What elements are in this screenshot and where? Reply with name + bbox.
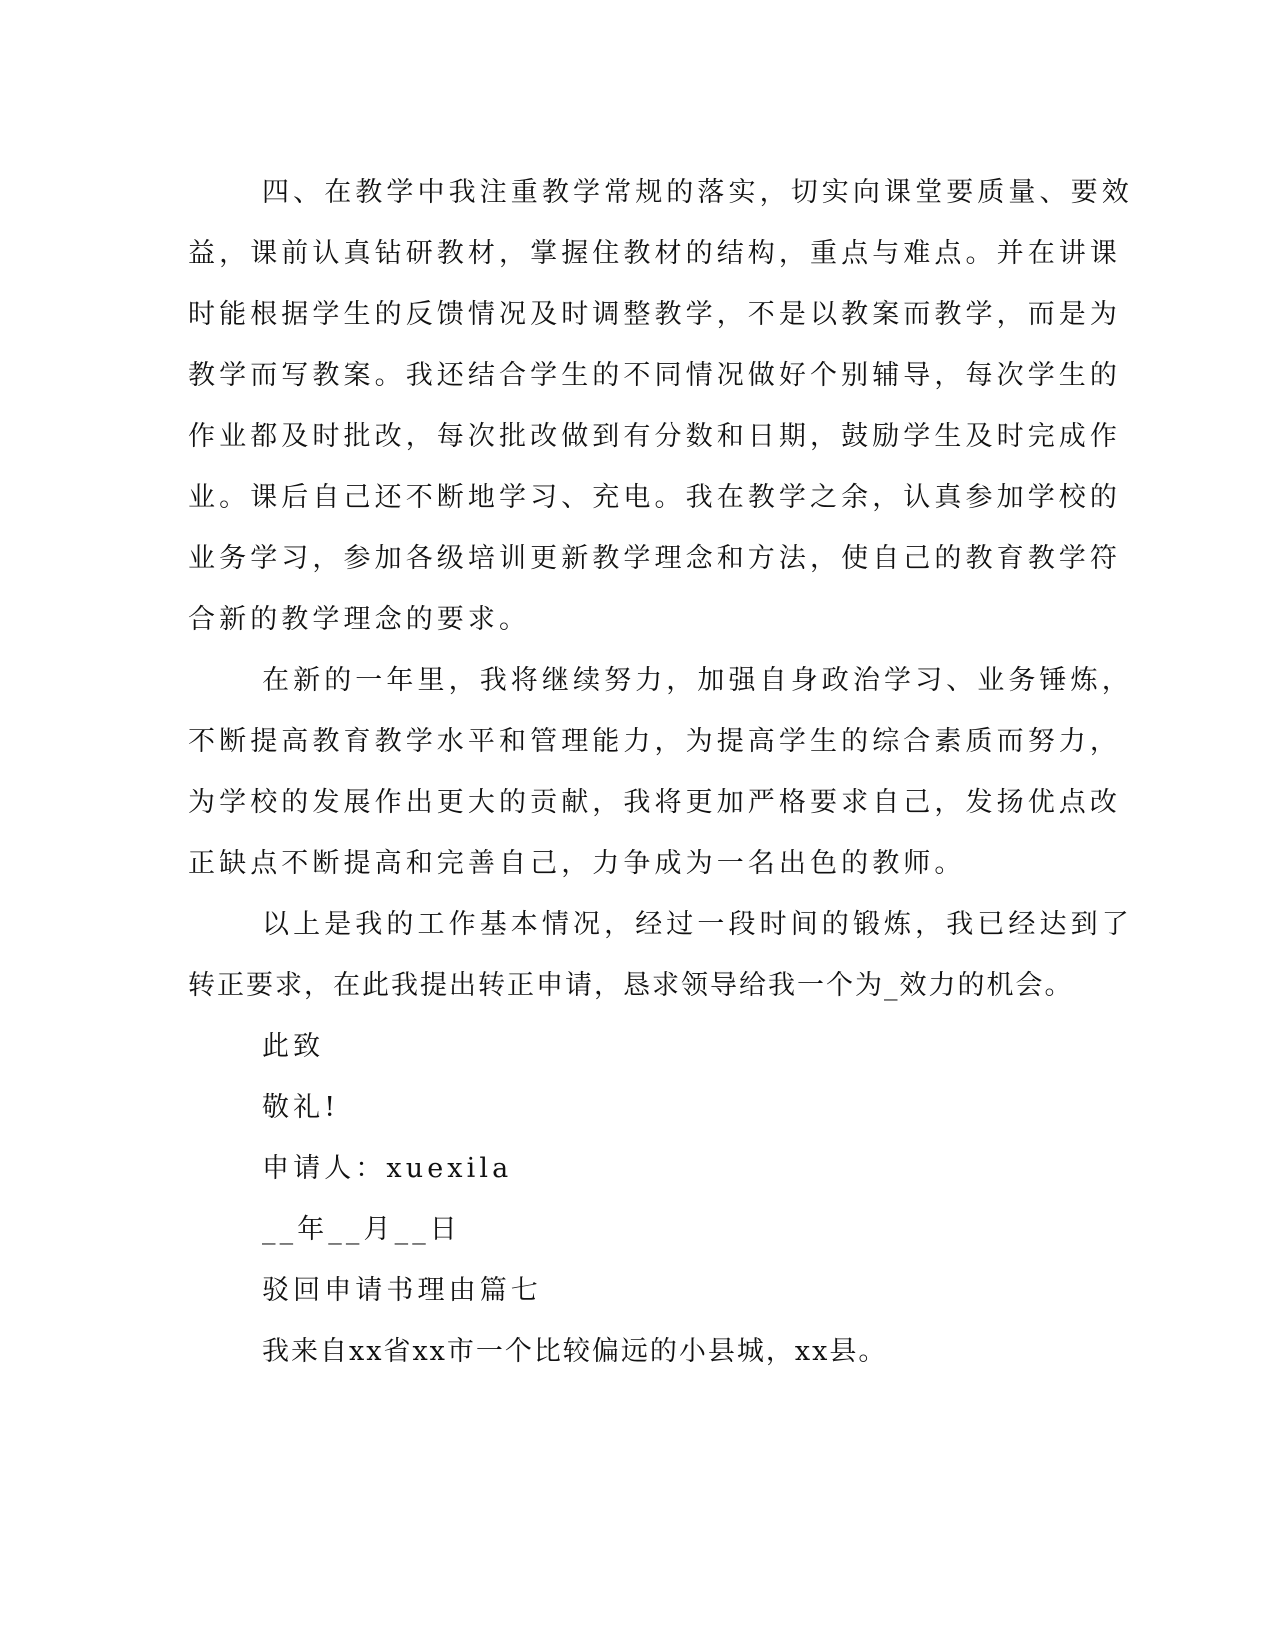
text-line: 为学校的发展作出更大的贡献，我将更加严格要求自己，发扬优点改: [188, 787, 1121, 818]
text-line: 不断提高教育教学水平和管理能力，为提高学生的综合素质而努力，: [188, 726, 1121, 757]
text-line: 时能根据学生的反馈情况及时调整教学，不是以教案而教学，而是为: [188, 299, 1121, 330]
date-line: __年__月__日: [262, 1214, 461, 1245]
paragraph-request: [188, 894, 1133, 1016]
paragraph-new-year: [188, 650, 1133, 894]
text-line: 业。课后自己还不断地学习、充电。我在教学之余，认真参加学校的: [188, 482, 1121, 513]
salute-line: 敬礼!: [262, 1092, 340, 1123]
paragraph-teaching-routine: [188, 162, 1133, 650]
document-body: [188, 162, 1133, 1382]
text-line: 在新的一年里，我将继续努力，加强自身政治学习、业务锤炼，: [262, 665, 1133, 696]
intro-line: 我来自xx省xx市一个比较偏远的小县城，xx县。: [262, 1336, 888, 1367]
text-line: 教学而写教案。我还结合学生的不同情况做好个别辅导，每次学生的: [188, 360, 1121, 391]
text-line: 益，课前认真钻研教材，掌握住教材的结构，重点与难点。并在讲课: [188, 238, 1121, 269]
text-line: 四、在教学中我注重教学常规的落实，切实向课堂要质量、要效: [262, 177, 1133, 208]
section-heading: 驳回申请书理由篇七: [262, 1275, 542, 1306]
text-line: 合新的教学理念的要求。: [188, 604, 531, 635]
text-line: 作业都及时批改，每次批改做到有分数和日期，鼓励学生及时完成作: [188, 421, 1121, 452]
closing-line: 此致: [262, 1031, 325, 1062]
text-line: 业务学习，参加各级培训更新教学理念和方法，使自己的教育教学符: [188, 543, 1121, 574]
text-line: 以上是我的工作基本情况，经过一段时间的锻炼，我已经达到了: [262, 909, 1133, 940]
text-line: 正缺点不断提高和完善自己，力争成为一名出色的教师。: [188, 848, 966, 879]
text-line: 转正要求，在此我提出转正申请，恳求领导给我一个为_效力的机会。: [188, 970, 1074, 1001]
applicant-line: 申请人：xuexila: [262, 1153, 513, 1184]
